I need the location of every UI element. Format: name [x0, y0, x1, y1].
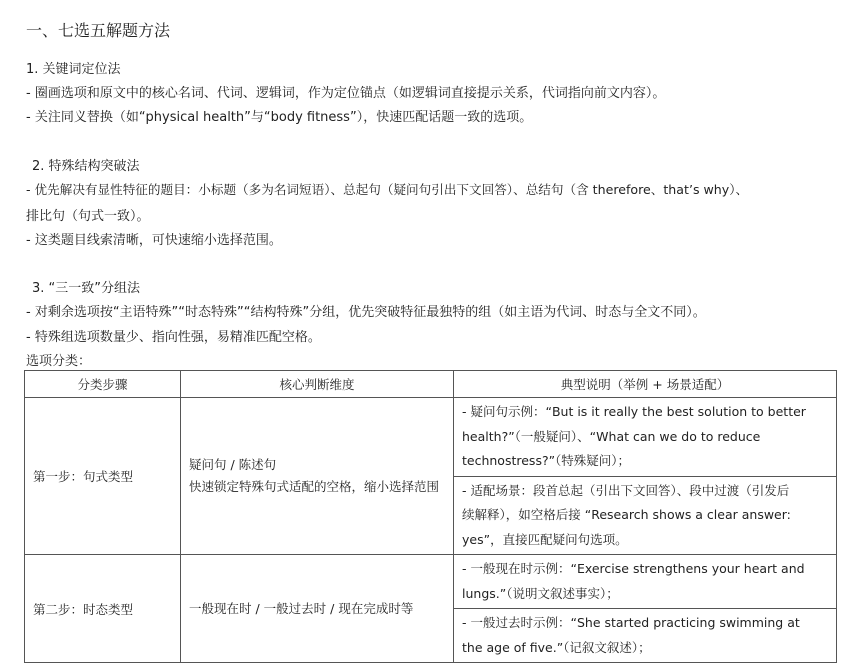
section-3-line-1: - 对剩余选项按“主语特殊”“时态特殊”“结构特殊”分组，优先突破特征最独特的组（如主语为代词、时态与全文不同）。 [26, 305, 706, 320]
section-1-line-2: - 关注同义替换（如“physical health”与“body fitness”），快速匹配话题一致的选项。 [26, 110, 533, 125]
section-2-line-1: - 优先解决有显性特征的题目：小标题（多为名词短语）、总起句（疑问句引出下文回答）、总结句（含 therefore、that’s why）、 [26, 182, 749, 197]
row-1-example-1-line-3: technostress?”（特殊疑问）； [462, 453, 631, 468]
section-3-heading: 3. “三一致”分组法 [32, 281, 141, 296]
row-2-examples [454, 555, 837, 663]
row-1-example-1 [462, 398, 828, 476]
row-1-dimension-line-1: 疑问句 / 陈述句 [189, 457, 277, 472]
section-2-line-2: 排比句（句式一致）。 [26, 209, 150, 224]
row-1-step: 第一步：句式类型 [25, 398, 181, 555]
row-2-example-1-line-1: - 一般现在时示例：“Exercise strengthens your heart and [462, 561, 805, 576]
row-1-example-2 [454, 476, 836, 555]
row-1-example-1-line-1: - 疑问句示例：“But is it really the best solution to better [462, 404, 806, 419]
section-1-heading: 1. 关键词定位法 [26, 62, 121, 77]
row-2-example-2-line-1: - 一般过去时示例：“She started practicing swimming at [462, 615, 800, 630]
row-2-dimension [181, 555, 454, 663]
row-2-step: 第二步：时态类型 [25, 555, 181, 663]
table-row [25, 555, 837, 663]
table-caption: 选项分类： [26, 354, 92, 369]
row-2-example-1 [462, 555, 828, 608]
row-2-example-2 [454, 608, 836, 662]
row-1-examples [454, 398, 837, 555]
table-header-row [25, 371, 837, 398]
row-1-dimension-line-2: 快速锁定特殊句式适配的空格，缩小选择范围 [189, 479, 440, 494]
section-3-line-2: - 特殊组选项数量少、指向性强，易精准匹配空格。 [26, 330, 321, 345]
section-2-heading: 2. 特殊结构突破法 [32, 159, 140, 174]
doc-title: 一、七选五解题方法 [26, 21, 171, 40]
classification-table [24, 370, 837, 663]
header-step: 分类步骤 [25, 371, 181, 398]
header-dimension: 核心判断维度 [181, 371, 454, 398]
section-1-line-1: - 圈画选项和原文中的核心名词、代词、逻辑词，作为定位锚点（如逻辑词直接提示关系，代词指向前文内容）。 [26, 86, 666, 101]
row-2-dimension-line-1: 一般现在时 / 一般过去时 / 现在完成时等 [189, 600, 414, 616]
row-1-example-2-line-2: 续解释），如空格后接 “Research shows a clear answer: [462, 507, 791, 522]
section-2-line-3: - 这类题目线索清晰，可快速缩小选择范围。 [26, 233, 282, 248]
row-2-example-1-line-2: lungs.”（说明文叙述事实）； [462, 585, 619, 601]
row-1-dimension [181, 398, 454, 555]
header-examples: 典型说明（举例 + 场景适配） [454, 371, 837, 398]
row-1-example-1-line-2: health?”（一般疑问）、“What can we do to reduce [462, 428, 761, 444]
row-1-example-2-line-3: yes”，直接匹配疑问句选项。 [462, 531, 628, 547]
row-1-example-2-line-1: - 适配场景：段首总起（引出下文回答）、段中过渡（引发后 [462, 482, 790, 498]
row-2-example-2-line-2: the age of five.”（记叙文叙述）； [462, 639, 651, 655]
table-row [25, 398, 837, 555]
